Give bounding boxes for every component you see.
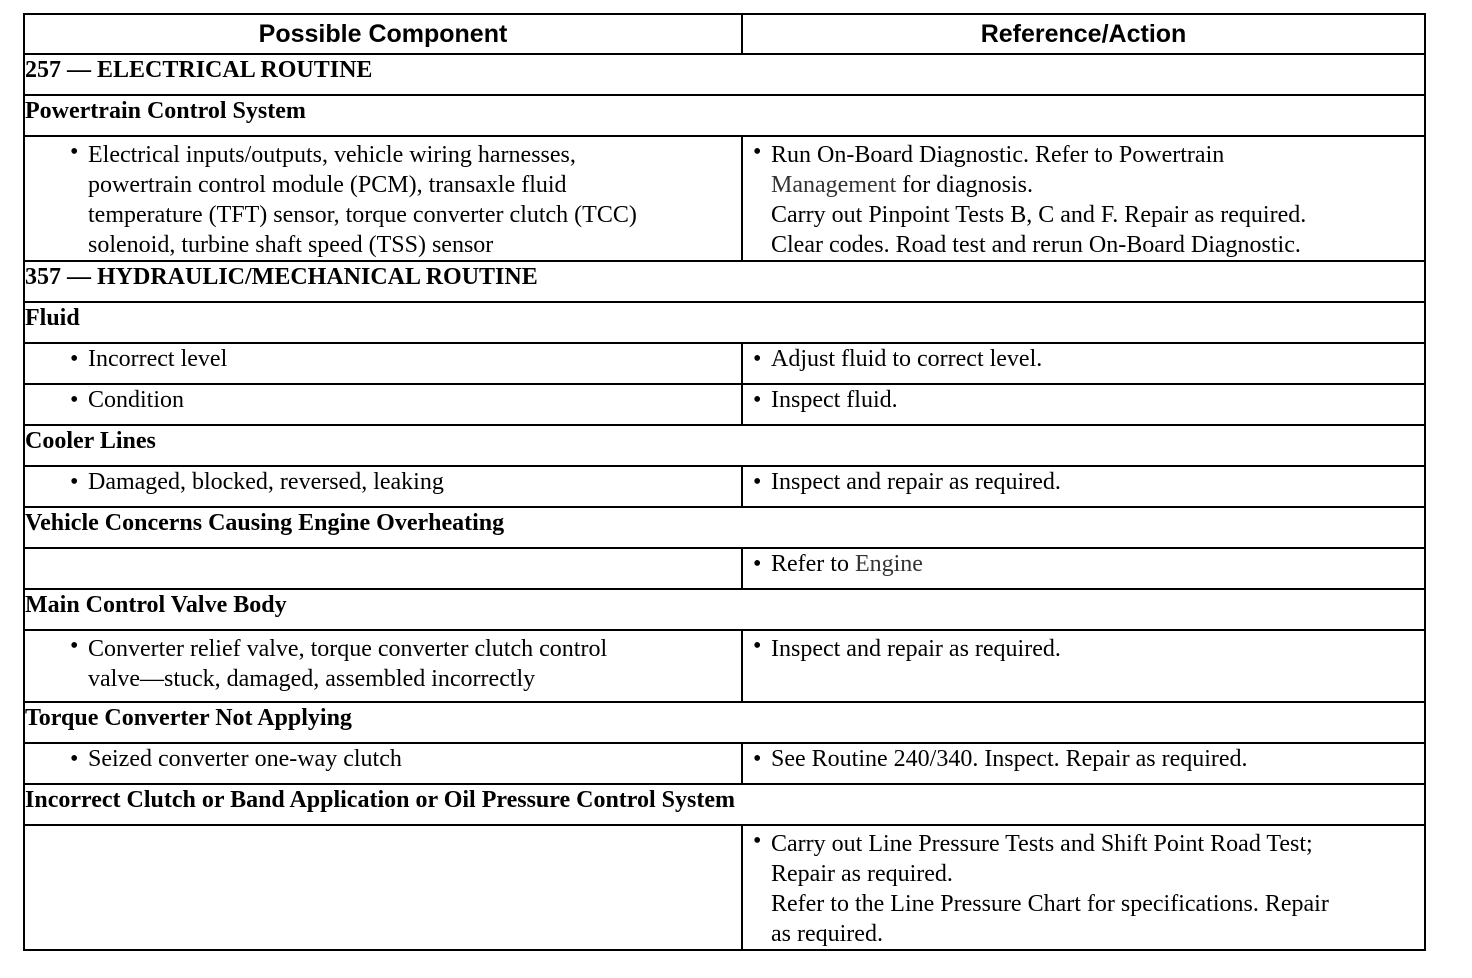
clutchband-action-line: • Carry out Line Pressure Tests and Shift Point Road Test; bbox=[771, 831, 1313, 857]
clutchband-section-row bbox=[24, 784, 1425, 825]
overheat-section-row bbox=[24, 507, 1425, 548]
overheat-action-prefix: Refer to bbox=[771, 551, 855, 577]
clutchband-component-cell bbox=[24, 825, 742, 950]
routine-357-row bbox=[24, 261, 1425, 302]
overheat-item-row bbox=[24, 548, 1425, 589]
powertrain-action-cell bbox=[742, 136, 1425, 261]
cooler-section-heading: Cooler Lines bbox=[24, 425, 1425, 466]
clutchband-item-row bbox=[24, 825, 1425, 950]
overheat-component-cell bbox=[24, 548, 742, 589]
powertrain-action-text bbox=[743, 137, 1424, 260]
valvebody-action: • Inspect and repair as required. bbox=[743, 631, 1424, 664]
powertrain-action-line: • Run On-Board Diagnostic. Refer to Powertrain bbox=[771, 142, 1225, 168]
fluid-condition-component: • Condition bbox=[25, 385, 741, 415]
valvebody-action-cell bbox=[742, 630, 1425, 702]
powertrain-component-text bbox=[25, 137, 741, 260]
fluid-condition-row bbox=[24, 384, 1425, 425]
powertrain-action-line: Clear codes. Road test and rerun On-Board Diagnostic. bbox=[771, 232, 1301, 258]
overheat-action-cell bbox=[742, 548, 1425, 589]
cooler-action-cell bbox=[742, 466, 1425, 507]
clutchband-action-line: Refer to the Line Pressure Chart for specifications. Repair bbox=[771, 891, 1329, 917]
routine-357-heading: 357 — HYDRAULIC/MECHANICAL ROUTINE bbox=[24, 261, 1425, 302]
torque-component-cell bbox=[24, 743, 742, 784]
clutchband-action-cell bbox=[742, 825, 1425, 950]
torque-item-row bbox=[24, 743, 1425, 784]
powertrain-item-row bbox=[24, 136, 1425, 261]
valvebody-component-text bbox=[25, 631, 741, 694]
powertrain-section-row bbox=[24, 95, 1425, 136]
routine-257-heading: 257 — ELECTRICAL ROUTINE bbox=[24, 54, 1425, 95]
action-column-header: Reference/Action bbox=[742, 14, 1425, 54]
engine-reference: Engine bbox=[854, 551, 923, 577]
valvebody-section-heading: Main Control Valve Body bbox=[24, 589, 1425, 630]
powertrain-section-heading: Powertrain Control System bbox=[24, 95, 1425, 136]
cooler-section-row bbox=[24, 425, 1425, 466]
fluid-level-action-cell bbox=[742, 343, 1425, 384]
torque-section-heading: Torque Converter Not Applying bbox=[24, 702, 1425, 743]
cooler-action: • Inspect and repair as required. bbox=[743, 467, 1424, 497]
powertrain-component-line: • Electrical inputs/outputs, vehicle wiring harnesses, bbox=[88, 142, 576, 168]
fluid-section-heading: Fluid bbox=[24, 302, 1425, 343]
powertrain-action-line: Carry out Pinpoint Tests B, C and F. Repair as required. bbox=[771, 202, 1307, 228]
powertrain-action-line-rest: for diagnosis. bbox=[896, 172, 1033, 198]
powertrain-component-cell bbox=[24, 136, 742, 261]
fluid-condition-action-cell bbox=[742, 384, 1425, 425]
routine-257-row bbox=[24, 54, 1425, 95]
torque-action-cell bbox=[742, 743, 1425, 784]
cooler-component: • Damaged, blocked, reversed, leaking bbox=[25, 467, 741, 497]
cooler-component-cell bbox=[24, 466, 742, 507]
powertrain-management-reference: Management bbox=[771, 172, 897, 198]
fluid-level-component: • Incorrect level bbox=[25, 344, 741, 374]
torque-section-row bbox=[24, 702, 1425, 743]
valvebody-section-row bbox=[24, 589, 1425, 630]
header-row bbox=[24, 14, 1425, 54]
overheat-action bbox=[743, 549, 1424, 579]
valvebody-component-cell bbox=[24, 630, 742, 702]
torque-component: • Seized converter one-way clutch bbox=[25, 744, 741, 774]
clutchband-action-text bbox=[743, 826, 1424, 949]
component-column-header: Possible Component bbox=[24, 14, 742, 54]
fluid-condition-component-cell bbox=[24, 384, 742, 425]
fluid-level-row bbox=[24, 343, 1425, 384]
fluid-level-component-cell bbox=[24, 343, 742, 384]
valvebody-item-row bbox=[24, 630, 1425, 702]
fluid-level-action: • Adjust fluid to correct level. bbox=[743, 344, 1424, 374]
valvebody-component-line: valve—stuck, damaged, assembled incorrectly bbox=[88, 666, 536, 692]
diagnosis-table bbox=[23, 13, 1426, 951]
valvebody-component-line: • Converter relief valve, torque converter clutch control bbox=[88, 636, 608, 662]
torque-action: • See Routine 240/340. Inspect. Repair as required. bbox=[743, 744, 1424, 774]
fluid-section-row bbox=[24, 302, 1425, 343]
clutchband-action-line: Repair as required. bbox=[771, 861, 953, 887]
clutchband-action-line: as required. bbox=[771, 921, 883, 947]
powertrain-component-line: temperature (TFT) sensor, torque converter clutch (TCC) bbox=[88, 202, 637, 228]
cooler-item-row bbox=[24, 466, 1425, 507]
clutchband-section-heading: Incorrect Clutch or Band Application or Oil Pressure Control System bbox=[24, 784, 1425, 825]
overheat-section-heading: Vehicle Concerns Causing Engine Overheating bbox=[24, 507, 1425, 548]
powertrain-component-line: solenoid, turbine shaft speed (TSS) sensor bbox=[88, 232, 494, 258]
powertrain-action-line bbox=[771, 170, 1416, 200]
fluid-condition-action: • Inspect fluid. bbox=[743, 385, 1424, 415]
powertrain-component-line: powertrain control module (PCM), transaxle fluid bbox=[88, 172, 567, 198]
